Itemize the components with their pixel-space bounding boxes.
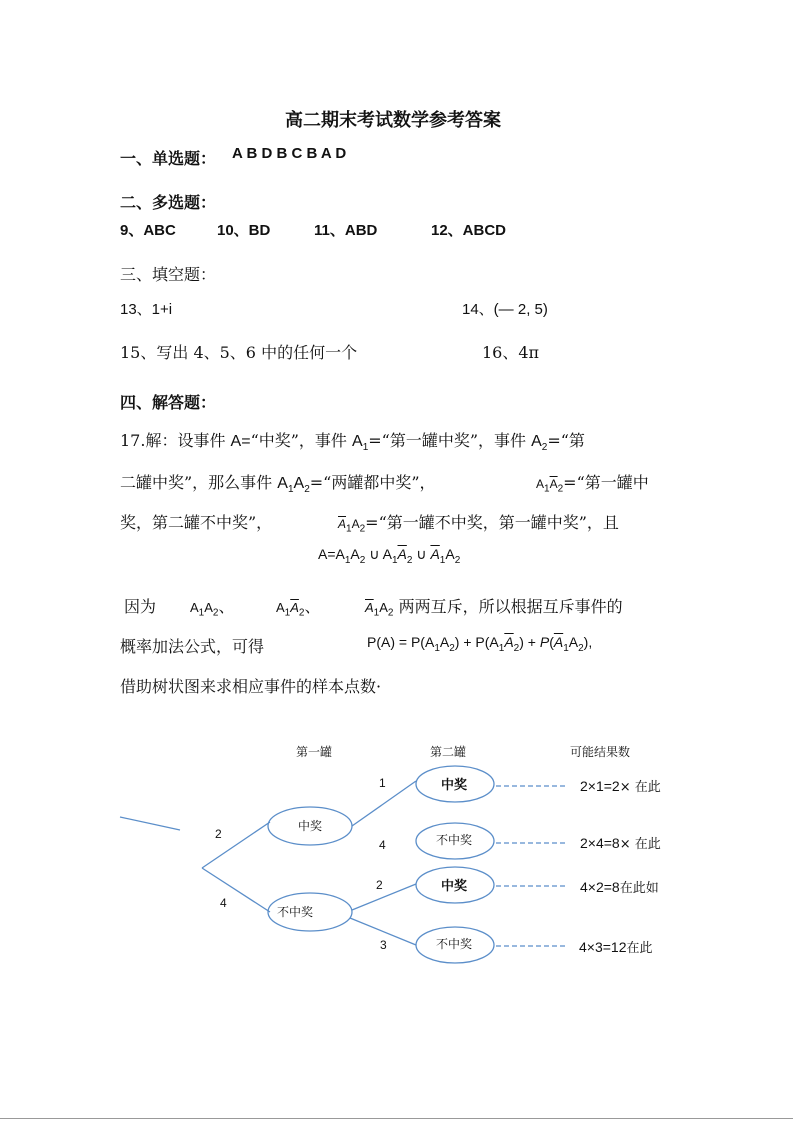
section-2-label: 二、多选题： xyxy=(120,193,217,212)
stray-line xyxy=(120,817,180,830)
p17-line7: 借助树状图来求相应事件的样本点数· xyxy=(120,677,382,696)
q11-answer: 11、ABD xyxy=(314,222,378,239)
section-1-answers: A B D B C B A D xyxy=(232,145,347,162)
q9-answer: 9、ABC xyxy=(120,222,176,239)
tree-col3-header: 可能结果数 xyxy=(570,745,631,759)
p17-formula: $P(A) = P(A_1A_2) + P(A_1\overline{A}_2) + P(\overline{A}_1A_2)$, xyxy=(367,634,593,654)
section-3-label: 三、填空题： xyxy=(120,265,217,284)
branch-count: 1 xyxy=(379,776,386,790)
tree-col2-header: 第二罐 xyxy=(430,745,467,759)
q12-answer: 12、ABCD xyxy=(431,222,507,239)
tree-col1-header: 第一罐 xyxy=(296,745,333,759)
node-l2-win-b-label: 中奖 xyxy=(441,879,468,894)
branch-count: 4 xyxy=(220,896,227,910)
branch-count: 3 xyxy=(380,938,387,952)
q15-answer: 15、写出 4、5、6 中的任何一个 xyxy=(120,343,358,362)
node-l2-win-a-label: 中奖 xyxy=(441,778,468,793)
node-l2-lose-a-label: 不中奖 xyxy=(436,833,473,847)
q14-answer: 14、(— 2, 5) xyxy=(462,301,548,318)
result-1: 2×1=2× 在此 xyxy=(580,778,661,795)
section-1-label: 一、单选题： xyxy=(120,149,217,168)
p17-line3-b: $\overline{A}_1A_2=“$第一罐不中奖，第一罐中奖”，且 xyxy=(338,513,619,535)
branch-count: 2 xyxy=(215,827,222,841)
p17-line5-e1: $A_1A_2$、 xyxy=(190,597,235,619)
p17-line4: $A=A_1A_2$ ∪ $A_1\overline{A}_2$ ∪ $\overline{A}_1A_2$ xyxy=(318,546,461,566)
p17-line5-a: 因为 xyxy=(124,597,157,616)
branch-root-lose xyxy=(202,868,270,912)
q10-answer: 10、BD xyxy=(217,222,271,239)
q16-answer: 16、4π xyxy=(482,343,540,362)
node-l2-lose-b-label: 不中奖 xyxy=(436,937,473,951)
branch-root-win xyxy=(202,822,270,868)
page-title: 高二期末考试数学参考答案 xyxy=(285,110,501,131)
p17-line3: 奖，第二罐不中奖”， xyxy=(120,513,273,532)
p17-line2-b: $A_1\overline{A}_2=“$第一罐中 xyxy=(536,473,649,495)
node-l1-lose-label: 不中奖 xyxy=(277,905,314,919)
section-4-label: 四、解答题： xyxy=(120,393,217,412)
q13-answer: 13、1+i xyxy=(120,301,173,318)
p17-line1: 17.解：设事件 A=“中奖”，事件 $A_1=“$第一罐中奖”，事件 $A_2=“$第 xyxy=(120,431,585,454)
p17-line6: 概率加法公式，可得 xyxy=(120,637,265,656)
branch-lose-win xyxy=(352,884,416,910)
p17-line5-b: $\overline{A}_1A_2$ 两两互斥，所以根据互斥事件的 xyxy=(365,597,623,619)
result-2: 2×4=8× 在此 xyxy=(580,835,661,852)
page-bottom-rule xyxy=(0,1118,793,1119)
branch-count: 4 xyxy=(379,838,386,852)
result-4: 4×3=12在此 xyxy=(579,939,653,956)
p17-line5-e2: $A_1\overline{A}_2$、 xyxy=(276,597,321,619)
branch-count: 2 xyxy=(376,878,383,892)
node-l1-win-label: 中奖 xyxy=(298,819,323,833)
result-3: 4×2=8在此如 xyxy=(580,879,659,896)
p17-line2: 二罐中奖”，那么事件 $A_1A_2=“$两罐都中奖”， xyxy=(120,473,436,496)
